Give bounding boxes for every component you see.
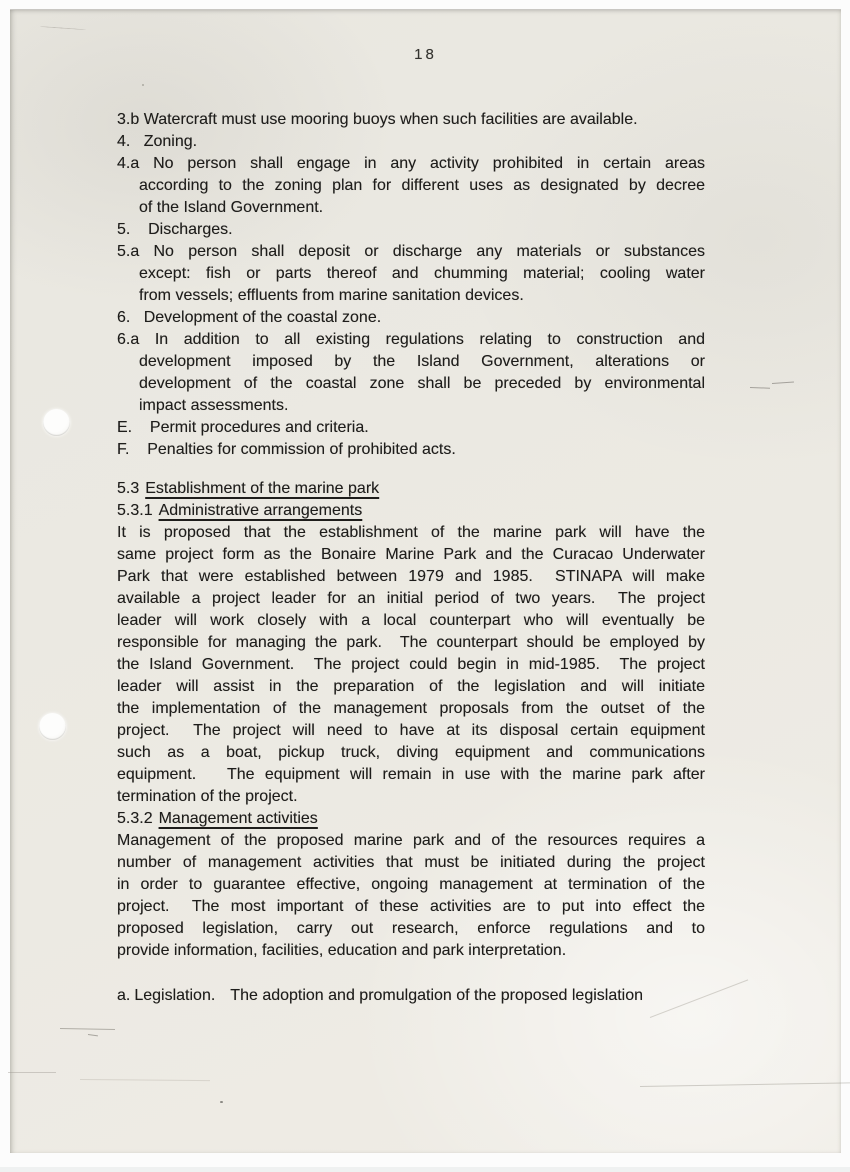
text-line: same project form as the Bonaire Marine Park and the Curacao Underwater [117,546,705,563]
item-continuation-line: impact assessments. [139,397,289,414]
text-line: leader will work closely with a local counterpart who will eventually be [117,612,705,629]
regulation-item [117,439,705,461]
item-label: F. [117,441,130,458]
text-line: It is proposed that the establishment of the marine park will have the [117,524,705,541]
regulations-list [117,109,705,461]
closing-line [117,985,705,1007]
item-text: Watercraft must use mooring buoys when such facilities are available. [143,111,638,128]
label-gap [139,243,153,260]
text-line: responsible for managing the park. The counterpart should be employed by [117,634,705,651]
regulation-item [117,153,705,219]
text-line: Management of the proposed marine park and of the resources requires a [117,832,705,849]
label-gap [132,419,150,436]
label-gap [129,441,147,458]
item-continuation-line: according to the zoning plan for different uses as designated by decree [139,177,705,194]
punch-hole-bottom [39,713,66,740]
regulation-item [117,417,705,439]
page-content [117,109,705,1007]
regulation-item [117,241,705,307]
text-line: number of management activities that must be initiated during the project [117,854,705,871]
section-number: 5.3 [117,480,140,497]
text-line: proposed legislation, carry out research, enforce regulations and to [117,920,705,937]
section-number: 5.3.2 [117,810,153,827]
section-title: Establishment of the marine park [145,480,380,497]
item-continuation-line: except: fish or parts thereof and chumming material; cooling water [139,265,705,282]
item-continuation-line: development of the coastal zone shall be preceded by environmental [139,375,705,392]
text-line: leader will assist in the preparation of the legislation and will initiate [117,678,705,695]
item-label: 5. [117,221,131,238]
text-line: Park that were established between 1979 and 1985. STINAPA will make [117,568,705,585]
item-first-line [117,219,705,241]
punch-hole-top [43,409,70,436]
item-label: 4.a [117,155,140,172]
closing-label: a. [117,987,131,1004]
text-line: project. The most important of these activities are to put into effect the [117,898,705,915]
text-line: such as a boat, pickup truck, diving equipment and communications [117,744,705,761]
item-label: 4. [117,133,131,150]
item-continuation-line: of the Island Government. [139,199,324,216]
section-number: 5.3.1 [117,502,153,519]
item-first-line [117,153,705,175]
item-text: In addition to all existing regulations relating to construction and [154,331,705,348]
section-heading-5-3-1 [117,500,705,522]
paper-crease [8,1072,56,1073]
paragraph-management-activities [117,830,705,962]
item-text: Permit procedures and criteria. [149,419,369,436]
item-label: 6.a [117,331,140,348]
item-first-line [117,109,705,131]
document-page [10,9,841,1153]
label-gap [130,133,143,150]
scan-speck [220,1101,223,1103]
item-first-line [117,439,705,461]
scan-speck [142,84,144,86]
label-gap [130,221,148,238]
item-text: No person shall engage in any activity prohibited in certain areas [153,155,706,172]
regulation-item [117,131,705,153]
label-gap [139,155,153,172]
item-first-line [117,131,705,153]
regulation-item [117,329,705,417]
item-label: 5.a [117,243,140,260]
page-number: 18 [414,46,437,63]
text-line: in order to guarantee effective, ongoing management at termination of the [117,876,705,893]
item-continuation-line: from vessels; effluents from marine sanitation devices. [139,287,524,304]
section-title: Management activities [158,810,318,827]
section-heading-5-3-2 [117,808,705,830]
item-text: Discharges. [148,221,233,238]
item-first-line [117,417,705,439]
section-heading-5-3 [117,478,705,500]
item-first-line [117,241,705,263]
closing-term: Legislation. [134,987,216,1004]
item-text: Development of the coastal zone. [143,309,382,326]
text-line: project. The project will need to have at its disposal certain equipment [117,722,705,739]
text-line: provide information, facilities, education and park interpretation. [117,942,567,959]
text-line: termination of the project. [117,788,298,805]
item-label: 6. [117,309,131,326]
text-line: equipment. The equipment will remain in use with the marine park after [117,766,705,783]
regulation-item [117,219,705,241]
item-label: 3.b [117,111,140,128]
regulation-item [117,109,705,131]
text-line: the implementation of the management proposals from the outset of the [117,700,705,717]
text-line: available a project leader for an initial period of two years. The project [117,590,705,607]
label-gap [130,309,143,326]
item-first-line [117,329,705,351]
item-continuation-line: development imposed by the Island Government, alterations or [139,353,705,370]
item-text: No person shall deposit or discharge any materials or substances [153,243,705,260]
item-text: Penalties for commission of prohibited acts. [147,441,456,458]
paragraph-administrative-arrangements [117,522,705,808]
item-first-line [117,307,705,329]
section-title: Administrative arrangements [158,502,363,519]
item-label: E. [117,419,133,436]
regulation-item [117,307,705,329]
item-text: Zoning. [143,133,198,150]
closing-text: The adoption and promulgation of the proposed legislation [230,987,644,1004]
scanner-edge [0,1167,850,1172]
label-gap [139,331,155,348]
text-line: the Island Government. The project could begin in mid-1985. The project [117,656,705,673]
